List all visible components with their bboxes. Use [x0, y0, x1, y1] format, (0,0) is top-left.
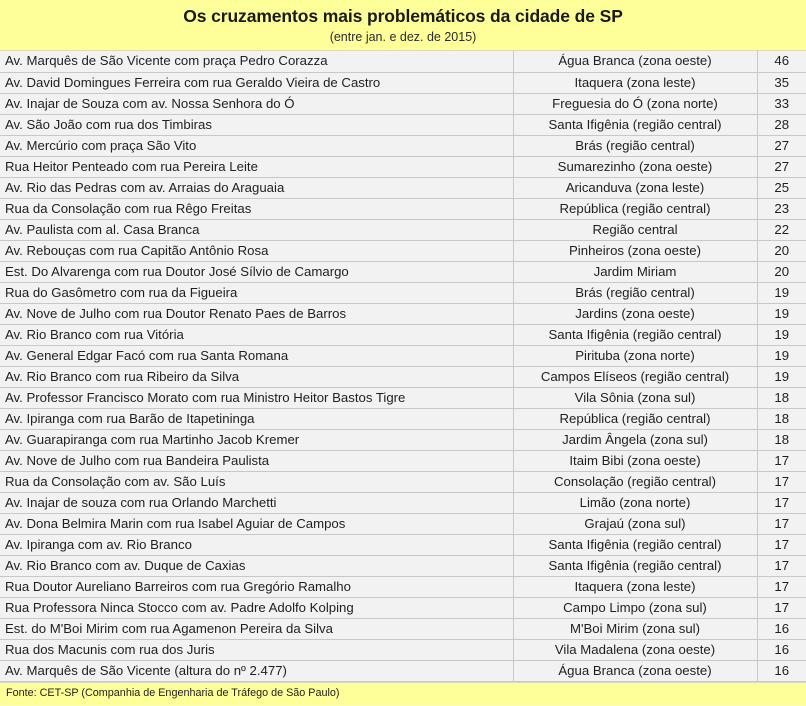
cell-crossing: Av. Rio das Pedras com av. Arraias do Araguaia — [0, 177, 513, 198]
table-row — [0, 534, 806, 555]
cell-crossing: Av. Marquês de São Vicente com praça Pedro Corazza — [0, 51, 513, 72]
cell-crossing: Av. Professor Francisco Morato com rua Ministro Heitor Bastos Tigre — [0, 387, 513, 408]
cell-region: Campo Limpo (zona sul) — [513, 597, 757, 618]
cell-region: Limão (zona norte) — [513, 492, 757, 513]
cell-region: Jardim Ângela (zona sul) — [513, 429, 757, 450]
table-row — [0, 576, 806, 597]
cell-crossing: Est. do M'Boi Mirim com rua Agamenon Pereira da Silva — [0, 618, 513, 639]
table-row — [0, 618, 806, 639]
cell-crossing: Av. General Edgar Facó com rua Santa Romana — [0, 345, 513, 366]
table-row — [0, 282, 806, 303]
table-row — [0, 555, 806, 576]
table-row — [0, 72, 806, 93]
cell-count: 23 — [757, 198, 806, 219]
table-row — [0, 597, 806, 618]
cell-crossing: Av. Paulista com al. Casa Branca — [0, 219, 513, 240]
table-row — [0, 261, 806, 282]
cell-region: Vila Sônia (zona sul) — [513, 387, 757, 408]
cell-region: Santa Ifigênia (região central) — [513, 114, 757, 135]
cell-region: Pirituba (zona norte) — [513, 345, 757, 366]
cell-count: 20 — [757, 261, 806, 282]
table-row — [0, 345, 806, 366]
cell-count: 17 — [757, 576, 806, 597]
cell-region: Jardim Miriam — [513, 261, 757, 282]
table-row — [0, 135, 806, 156]
source-note: Fonte: CET-SP (Companhia de Engenharia de Tráfego de São Paulo) — [6, 686, 340, 699]
table-row — [0, 471, 806, 492]
cell-crossing: Av. Rio Branco com rua Vitória — [0, 324, 513, 345]
header-banner — [0, 0, 806, 51]
page-subtitle: (entre jan. e dez. de 2015) — [329, 29, 477, 44]
table-row — [0, 240, 806, 261]
cell-region: Grajaú (zona sul) — [513, 513, 757, 534]
cell-count: 18 — [757, 429, 806, 450]
cell-count: 33 — [757, 93, 806, 114]
cell-region: Vila Madalena (zona oeste) — [513, 639, 757, 660]
cell-count: 19 — [757, 303, 806, 324]
cell-count: 17 — [757, 534, 806, 555]
cell-count: 46 — [757, 51, 806, 72]
cell-region: Santa Ifigênia (região central) — [513, 324, 757, 345]
cell-region: Região central — [513, 219, 757, 240]
table-row — [0, 177, 806, 198]
cell-crossing: Av. Marquês de São Vicente (altura do nº 2.477) — [0, 660, 513, 681]
cell-crossing: Av. Dona Belmira Marin com rua Isabel Aguiar de Campos — [0, 513, 513, 534]
cell-region: Itaquera (zona leste) — [513, 576, 757, 597]
table-row — [0, 408, 806, 429]
cell-crossing: Rua da Consolação com av. São Luís — [0, 471, 513, 492]
table-row — [0, 198, 806, 219]
cell-count: 18 — [757, 408, 806, 429]
cell-region: Aricanduva (zona leste) — [513, 177, 757, 198]
cell-crossing: Av. David Domingues Ferreira com rua Geraldo Vieira de Castro — [0, 72, 513, 93]
cell-region: M'Boi Mirim (zona sul) — [513, 618, 757, 639]
cell-crossing: Av. Nove de Julho com rua Bandeira Paulista — [0, 450, 513, 471]
cell-count: 16 — [757, 660, 806, 681]
table-row — [0, 303, 806, 324]
cell-count: 25 — [757, 177, 806, 198]
cell-count: 17 — [757, 471, 806, 492]
cell-crossing: Rua da Consolação com rua Rêgo Freitas — [0, 198, 513, 219]
cell-count: 27 — [757, 135, 806, 156]
cell-count: 17 — [757, 450, 806, 471]
cell-region: Santa Ifigênia (região central) — [513, 555, 757, 576]
table-row — [0, 660, 806, 681]
cell-crossing: Est. Do Alvarenga com rua Doutor José Sílvio de Camargo — [0, 261, 513, 282]
cell-count: 17 — [757, 597, 806, 618]
cell-crossing: Av. Rio Branco com av. Duque de Caxias — [0, 555, 513, 576]
cell-region: Água Branca (zona oeste) — [513, 51, 757, 72]
cell-crossing: Rua Professora Ninca Stocco com av. Padre Adolfo Kolping — [0, 597, 513, 618]
cell-crossing: Av. Inajar de souza com rua Orlando Marchetti — [0, 492, 513, 513]
cell-crossing: Av. Ipiranga com av. Rio Branco — [0, 534, 513, 555]
table-body — [0, 51, 806, 681]
cell-crossing: Rua dos Macunis com rua dos Juris — [0, 639, 513, 660]
cell-count: 16 — [757, 618, 806, 639]
cell-crossing: Rua Heitor Penteado com rua Pereira Leite — [0, 156, 513, 177]
cell-region: Pinheiros (zona oeste) — [513, 240, 757, 261]
table-row — [0, 51, 806, 72]
cell-region: Campos Elíseos (região central) — [513, 366, 757, 387]
table-row — [0, 639, 806, 660]
cell-count: 19 — [757, 345, 806, 366]
cell-crossing: Av. Rebouças com rua Capitão Antônio Rosa — [0, 240, 513, 261]
cell-region: Água Branca (zona oeste) — [513, 660, 757, 681]
cell-crossing: Av. Guarapiranga com rua Martinho Jacob Kremer — [0, 429, 513, 450]
cell-crossing: Av. Mercúrio com praça São Vito — [0, 135, 513, 156]
cell-count: 20 — [757, 240, 806, 261]
cell-region: República (região central) — [513, 198, 757, 219]
cell-crossing: Av. São João com rua dos Timbiras — [0, 114, 513, 135]
cell-count: 22 — [757, 219, 806, 240]
cell-count: 19 — [757, 324, 806, 345]
table-row — [0, 492, 806, 513]
cell-count: 19 — [757, 366, 806, 387]
cell-count: 16 — [757, 639, 806, 660]
table-container — [0, 51, 806, 682]
cell-crossing: Rua do Gasômetro com rua da Figueira — [0, 282, 513, 303]
cell-crossing: Av. Nove de Julho com rua Doutor Renato Paes de Barros — [0, 303, 513, 324]
cell-count: 18 — [757, 387, 806, 408]
cell-count: 19 — [757, 282, 806, 303]
table-row — [0, 156, 806, 177]
footer-banner — [0, 682, 806, 705]
table-row — [0, 93, 806, 114]
table-row — [0, 429, 806, 450]
table-row — [0, 366, 806, 387]
page-title: Os cruzamentos mais problemáticos da cidade de SP — [183, 6, 623, 26]
cell-count: 17 — [757, 513, 806, 534]
cell-count: 35 — [757, 72, 806, 93]
cell-region: Itaim Bibi (zona oeste) — [513, 450, 757, 471]
crossings-table — [0, 51, 806, 682]
table-row — [0, 324, 806, 345]
cell-count: 17 — [757, 555, 806, 576]
table-row — [0, 387, 806, 408]
cell-crossing: Av. Inajar de Souza com av. Nossa Senhora do Ó — [0, 93, 513, 114]
cell-count: 27 — [757, 156, 806, 177]
table-row — [0, 219, 806, 240]
cell-region: Itaquera (zona leste) — [513, 72, 757, 93]
cell-crossing: Av. Ipiranga com rua Barão de Itapetininga — [0, 408, 513, 429]
cell-region: República (região central) — [513, 408, 757, 429]
cell-crossing: Av. Rio Branco com rua Ribeiro da Silva — [0, 366, 513, 387]
table-row — [0, 450, 806, 471]
cell-count: 28 — [757, 114, 806, 135]
cell-crossing: Rua Doutor Aureliano Barreiros com rua Gregório Ramalho — [0, 576, 513, 597]
cell-region: Brás (região central) — [513, 282, 757, 303]
cell-region: Freguesia do Ó (zona norte) — [513, 93, 757, 114]
table-row — [0, 513, 806, 534]
cell-region: Sumarezinho (zona oeste) — [513, 156, 757, 177]
cell-region: Brás (região central) — [513, 135, 757, 156]
cell-region: Jardins (zona oeste) — [513, 303, 757, 324]
cell-count: 17 — [757, 492, 806, 513]
cell-region: Consolação (região central) — [513, 471, 757, 492]
table-row — [0, 114, 806, 135]
cell-region: Santa Ifigênia (região central) — [513, 534, 757, 555]
